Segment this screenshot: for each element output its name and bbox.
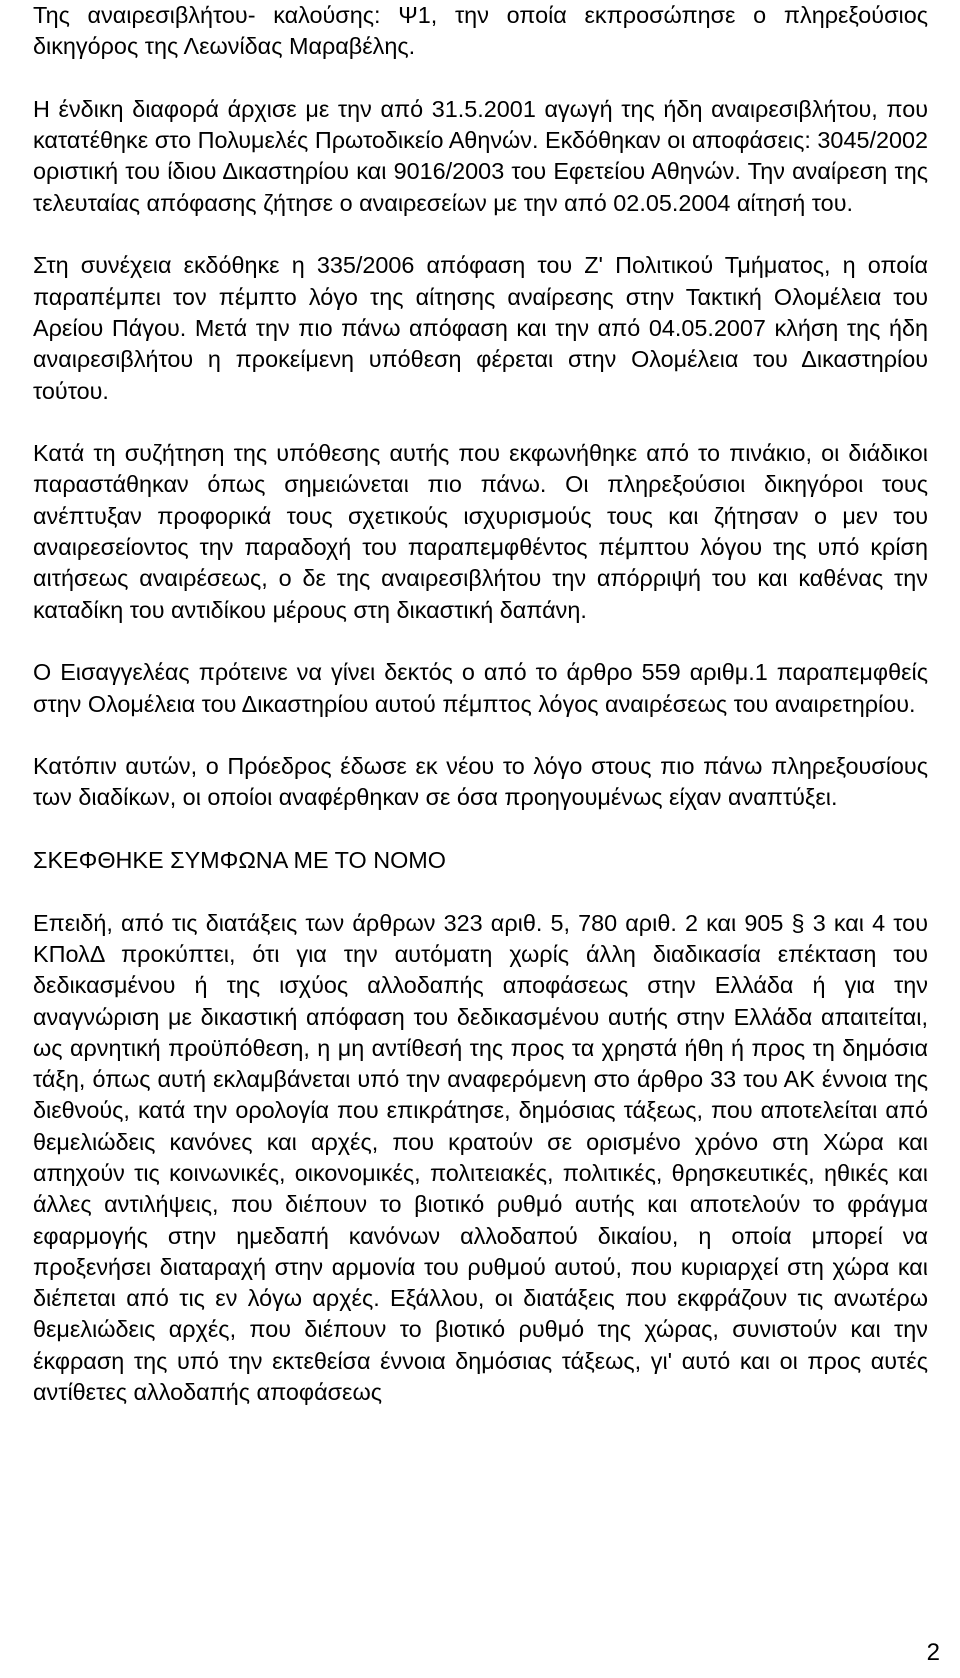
paragraph-dispute-history: Η ένδικη διαφορά άρχισε με την από 31.5.2001 αγωγή της ήδη αναιρεσιβλήτου, που κατατέθηκε στο Πολυμελές Πρωτοδικείο Αθηνών. Εκδόθηκαν οι αποφάσεις: 3045/2002 οριστική του ίδιου Δικαστηρίου και 9016/2003 του Εφετείου Αθηνών. Την αναίρεση της τελευταίας απόφασης ζήτησε ο αναιρεσείων με την από 02.05.2004 αίτησή του. [33,95,928,216]
paragraph-reasoning: Επειδή, από τις διατάξεις των άρθρων 323 αριθ. 5, 780 αριθ. 2 και 905 § 3 και 4 του ΚΠολΔ προκύπτει, ότι για την αυτόματη χωρίς άλλη διαδικασία επέκταση του δεδικασμένου ή της ισχύος αλλοδαπής αποφάσεως στην Ελλάδα ή για την αναγνώριση με δικαστική απόφαση του δεδικασμένου αυτής στην Ελλάδα απαιτείται, ως αρνητική προϋπόθεση, η μη αντίθεσή της προς τα χρηστά ήθη ή προς τη δημόσια τάξη, όπως αυτή εκλαμβάνεται υπό την αναφερόμενη στο άρθρο 33 του ΑΚ έννοια της διεθνούς, κατά την ορολογία που επικράτησε, δημόσιας τάξεως, που αποτελείται από θεμελιώδεις κανόνες και αρχές, που κρατούν σε ορισμένο χρόνο στη Χώρα και απηχούν τις κοινωνικές, οικονομικές, πολιτειακές, πολιτικές, θρησκευτικές, ηθικές και άλλες αντιλήψεις, που διέπουν το βιοτικό ρυθμό αυτής και αποτελούν το φράγμα εφαρμογής στην ημεδαπή κανόνων αλλοδαπού δικαίου, η οποία μπορεί να προξενήσει διαταραχή στην αρμονία του ρυθμού αυτού, που κυριαρχεί στη χώρα και διέπεται από τις εν λόγω αρχές. Εξάλλου, οι διατάξεις που εκφράζουν τις ανωτέρω θεμελιώδεις αρχές, που διέπουν το βιοτικό ρυθμό της χώρας, συνιστούν και την έκφραση της υπό την εκτεθείσα έννοια δημόσιας τάξεως, γι' αυτό και οι προς αυτές αντίθετες αλλοδαπής αποφάσεως [33,909,928,1406]
paragraph-gap [33,407,928,438]
paragraph-hearing: Κατά τη συζήτηση της υπόθεσης αυτής που εκφωνήθηκε από το πινάκιο, οι διάδικοι παραστάθηκαν όπως σημειώνεται πιο πάνω. Οι πληρεξούσιοι δικηγόροι τους ανέπτυξαν προφορικά τους σχετικούς ισχυρισμούς τους και ζήτησαν ο μεν του αναιρεσείοντος την παραδοχή του παραπεμφθέντος πέμπτου λόγου της υπό κρίση αιτήσεως αναιρέσεως, ο δε της αναιρεσιβλήτου την απόρριψή του και καθένας την καταδίκη του αντιδίκου μέρους στη δικαστική δαπάνη. [33,440,928,623]
paragraph-respondent-parties: Της αναιρεσιβλήτου- καλούσης: Ψ1, την οποία εκπροσώπησε ο πληρεξούσιος δικηγόρος της Λεωνίδας Μαραβέλης. [33,2,928,60]
paragraph-gap [33,63,928,94]
page-number: 2 [926,1639,940,1666]
paragraph-gap [33,814,928,845]
paragraph-referral: Στη συνέχεια εκδόθηκε η 335/2006 απόφαση του Ζ' Πολιτικού Τμήματος, η οποία παραπέμπει τον πέμπτο λόγο της αίτησης αναίρεσης στην Τακτική Ολομέλεια του Αρείου Πάγου. Μετά την πιο πάνω απόφαση και την από 04.05.2007 κλήση της ήδη αναιρεσιβλήτου η προκείμενη υπόθεση φέρεται στην Ολομέλεια του Δικαστηρίου τούτου. [33,252,928,404]
paragraph-gap [33,219,928,250]
paragraph-gap [33,876,928,907]
paragraph-prosecutor: Ο Εισαγγελέας πρότεινε να γίνει δεκτός ο από το άρθρο 559 αριθμ.1 παραπεμφθείς στην Ολομέλεια του Δικαστηρίου αυτού πέμπτος λόγος αναιρέσεως του αναιρετηρίου. [33,659,928,717]
section-heading: ΣΚΕΦΘΗΚΕ ΣΥΜΦΩΝΑ ΜΕ ΤΟ ΝΟΜΟ [33,847,446,874]
paragraph-gap [33,720,928,751]
paragraph-gap [33,626,928,657]
paragraph-president: Κατόπιν αυτών, ο Πρόεδρος έδωσε εκ νέου το λόγο στους πιο πάνω πληρεξουσίους των διαδίκων, οι οποίοι αναφέρθηκαν σε όσα προηγουμένως είχαν αναπτύξει. [33,753,928,811]
document-page [33,0,928,1408]
